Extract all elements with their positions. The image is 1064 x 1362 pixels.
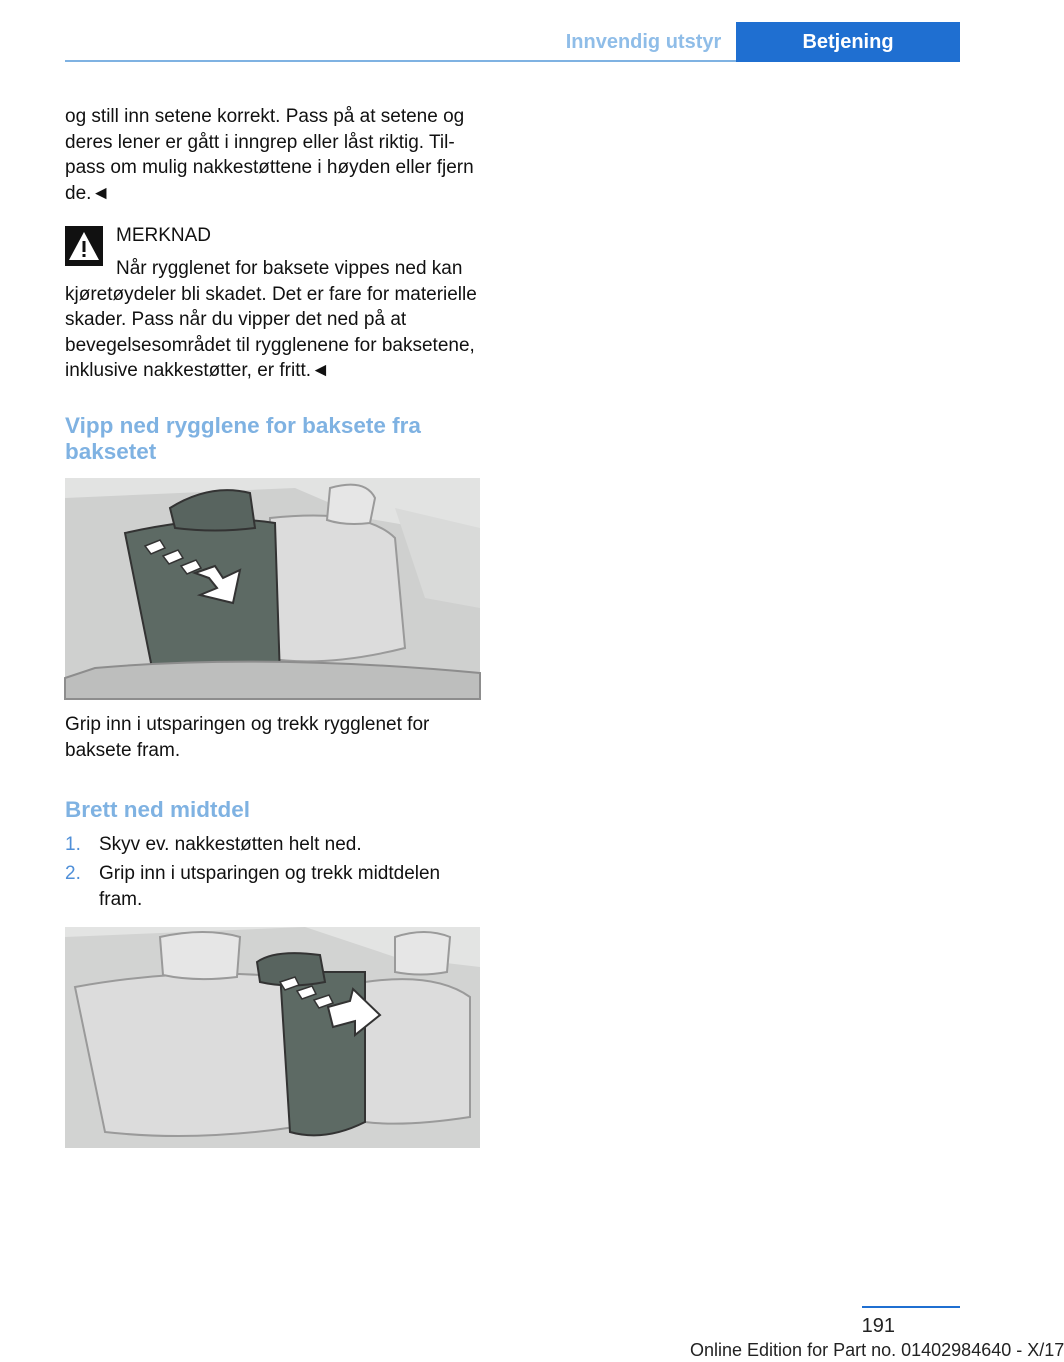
notice-title: MERKNAD [116, 225, 212, 246]
list-item-number: 2. [65, 863, 81, 884]
header-chapter-tab: Betjening [736, 22, 960, 62]
list-item-number: 1. [65, 834, 81, 855]
notice-text: Når rygglenet for baksete vippes ned kan kjøretøydeler bli skadet. Det er fare for materielle skader. Pass når du vipper det ned på at bevegelsesområdet til rygglenene for baksetene, inklusive nakkestøtter, er fritt.◄ [65, 258, 477, 381]
list-item [65, 832, 485, 858]
rear-seat-center-section-fold-illustration [65, 927, 480, 1148]
header-section-tab: Innvendig utstyr [565, 30, 722, 53]
list-item-text: Grip inn i utsparingen og trekk midtdelen fram. [99, 863, 441, 910]
section-heading-fold-backrest: Vipp ned rygglene for baksete fra baksetet [65, 413, 421, 464]
rear-seat-backrest-fold-illustration [65, 478, 480, 699]
caption-fold-backrest: Grip inn i utsparingen og trekk rygglenet for baksete fram. [65, 714, 430, 761]
footer-rule [862, 1306, 960, 1308]
list-item [65, 861, 485, 912]
intro-paragraph: og still inn setene korrekt. Pass på at setene og deres lener er gått i inngrep eller låst riktig. Tilpass om mulig nakkestøttene i høyden eller fjern de.◄ [65, 106, 474, 204]
edition-note: Online Edition for Part no. 01402984640 - X/17 [690, 1340, 1064, 1360]
list-item-text: Skyv ev. nakkestøtten helt ned. [99, 834, 362, 855]
page-number: 191 [861, 1315, 895, 1337]
section-heading-fold-center: Brett ned midtdel [65, 797, 251, 822]
